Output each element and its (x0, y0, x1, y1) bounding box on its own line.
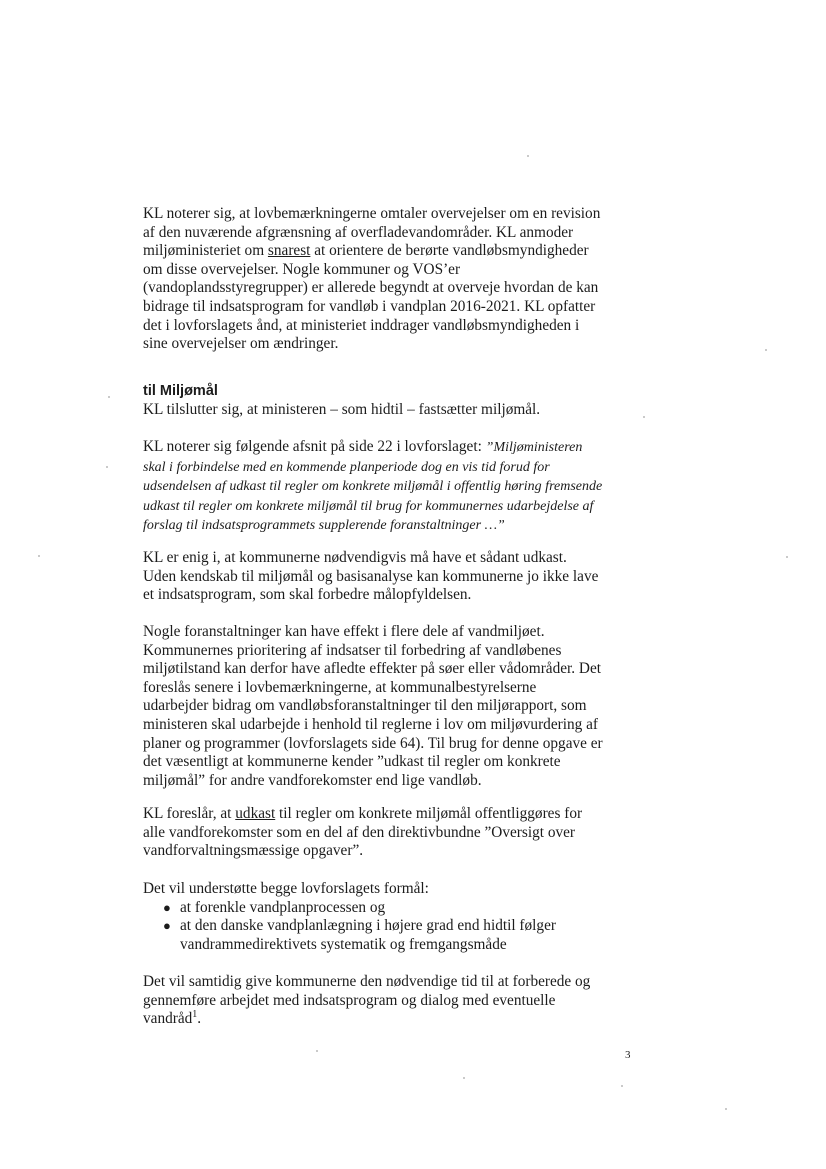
paragraph-agreement (143, 549, 603, 605)
paragraph-text: . (197, 1010, 202, 1028)
paragraph-text: Det vil understøtte begge lovforslagets formål: (143, 880, 429, 897)
paragraph-proposal (143, 805, 603, 861)
scan-speck (643, 416, 645, 418)
paragraph-quote (143, 438, 603, 536)
paragraph-text: KL foreslår, at (143, 805, 236, 822)
list-item-text: at den danske vandplanlægning i højere grad end hidtil følger vandrammedirektivets systematik og fremgangsmåde (180, 917, 556, 953)
scan-speck (463, 1077, 465, 1079)
underlined-word: udkast (235, 805, 276, 822)
page-number: 3 (625, 1049, 631, 1061)
scan-speck (786, 556, 788, 558)
paragraph-text: at orientere de berørte vandløbsmyndigheder om disse overvejelser. Nogle kommuner og VOS’er (vandoplandsstyregrupper) er allerede begyndt at overveje hvordan de kan bidrage til indsatsprogram for vandløb i vandplan 2016-2021. KL opfatter det i lovforslagets ånd, at ministeriet inddrager vandløbsmyndigheden i sine overvejelser om ændringer. (143, 242, 599, 353)
quote-text: ”Miljøministeren skal i forbindelse med en kommende planperiode dog en vis tid forud for udsendelsen af udkast til regler om konkrete miljømål i offentlig høring fremsende udkast til regler om konkrete miljømål til brug for kommunernes udarbejdelse af forslag til indsatsprogrammets supplerende foranstaltninger …” (143, 440, 603, 534)
paragraph-text: KL noterer sig følgende afsnit på side 22 i lovforslaget: (143, 438, 486, 455)
paragraph-text: KL noterer sig, at lovbemærkningerne omtaler overvejelser om en revision af den nuværende afgrænsning af overfladevandområder. KL anmoder miljøministeriet om (143, 205, 601, 260)
scan-speck (108, 396, 110, 398)
bullet-icon: ● (163, 899, 171, 915)
paragraph-text: KL tilslutter sig, at ministeren – som hidtil – fastsætter miljømål. (143, 400, 541, 418)
section-miljomaal (143, 382, 603, 419)
list-item (143, 917, 603, 954)
section-heading: til Miljømål (143, 383, 218, 399)
paragraph-revision (143, 205, 603, 354)
scan-speck (621, 1085, 623, 1087)
paragraph-purposes (143, 880, 603, 954)
paragraph-foranstaltninger (143, 623, 603, 790)
scan-speck (765, 349, 767, 351)
scan-speck (316, 1050, 318, 1052)
bullet-list (143, 899, 603, 955)
bullet-icon: ● (163, 918, 171, 934)
underlined-word: snarest (267, 242, 311, 260)
paragraph-conclusion (143, 973, 603, 1029)
scan-speck (725, 1108, 727, 1110)
paragraph-text: Det vil samtidig give kommunerne den nødvendige tid til at forberede og gennemføre arbejdet med indsatsprogram og dialog med eventuelle vandråd (143, 973, 591, 1028)
paragraph-text: KL er enig i, at kommunerne nødvendigvis må have et sådant udkast. Uden kendskab til miljømål og basisanalyse kan kommunerne jo ikke lave et indsatsprogram, som skal forbedre målopfyldelsen. (143, 549, 599, 604)
paragraph-text: Nogle foranstaltninger kan have effekt i flere dele af vandmiljøet. Kommunernes prioritering af indsatser til forbedring af vandløbenes miljøtilstand kan derfor have afledte effekter på søer eller vådområder. Det foreslås senere i lovbemærkningerne, at kommunalbestyrelserne udarbejder bidrag om vandløbsforanstaltninger til den miljørapport, som ministeren skal udarbejde i henhold til reglerne i lov om miljøvurdering af planer og programmer (lovforslagets side 64). Til brug for denne opgave er det væsentligt at kommunerne kender ”udkast til regler om konkrete miljømål” for andre vandforekomster end lige vandløb. (143, 623, 603, 789)
scan-speck (38, 555, 40, 557)
footnote-marker: 1 (192, 1009, 198, 1021)
scan-speck (527, 155, 529, 157)
paragraph-text: til regler om konkrete miljømål offentliggøres for alle vandforekomster som en del af den direktivbundne ”Oversigt over vandforvaltningsmæssige opgaver”. (143, 805, 583, 860)
scan-speck (106, 466, 108, 468)
list-item (143, 899, 603, 918)
list-item-text: at forenkle vandplanprocessen og (180, 898, 386, 916)
